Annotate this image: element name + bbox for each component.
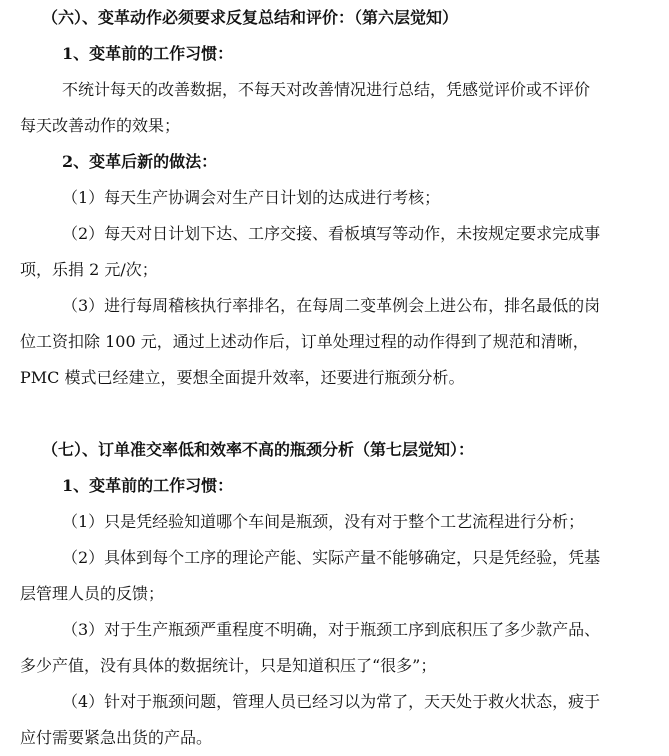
section-six-item2-line1: （2）每天对日计划下达、工序交接、看板填写等动作，未按规定要求完成事	[62, 224, 601, 243]
section-six-item3-line1: （3）进行每周稽核执行率排名，在每周二变革例会上进公布，排名最低的岗	[62, 296, 601, 315]
section-six-before-text-line1: 不统计每天的改善数据，不每天对改善情况进行总结，凭感觉评价或不评价	[62, 80, 591, 99]
section-six-item2-line2: 项，乐捐 2 元/次；	[20, 260, 158, 279]
section-six-item3-line3: PMC 模式已经建立，要想全面提升效率，还要进行瓶颈分析。	[20, 368, 465, 387]
section-six	[20, 0, 661, 396]
section-seven-item3-line2: 多少产值，没有具体的数据统计，只是知道积压了“很多”；	[20, 656, 437, 675]
section-six-item1: （1）每天生产协调会对生产日计划的达成进行考核；	[62, 188, 441, 207]
section-seven-item4-line2: 应付需要紧急出货的产品。	[20, 728, 213, 747]
section-spacer	[20, 396, 661, 432]
section-six-after-title: 2、变革后新的做法：	[62, 152, 218, 171]
section-six-title: （六）、变革动作必须要求反复总结和评价：（第六层觉知）	[42, 8, 459, 27]
section-six-item3-line2: 位工资扣除 100 元，通过上述动作后，订单处理过程的动作得到了规范和清晰，	[20, 332, 589, 351]
section-seven-item2-line2: 层管理人员的反馈；	[20, 584, 165, 603]
section-seven-item3-line1: （3）对于生产瓶颈严重程度不明确，对于瓶颈工序到底积压了多少款产品、	[62, 620, 601, 639]
section-seven-item4-line1: （4）针对于瓶颈问题，管理人员已经习以为常了，天天处于救火状态，疲于	[62, 692, 601, 711]
section-seven	[20, 432, 661, 756]
section-six-before-title: 1、变革前的工作习惯：	[62, 44, 234, 63]
section-seven-before-title: 1、变革前的工作习惯：	[62, 476, 234, 495]
section-seven-item2-line1: （2）具体到每个工序的理论产能、实际产量不能够确定，只是凭经验，凭基	[62, 548, 601, 567]
section-seven-item1: （1）只是凭经验知道哪个车间是瓶颈，没有对于整个工艺流程进行分析；	[62, 512, 585, 531]
section-six-before-text-line2: 每天改善动作的效果；	[20, 116, 181, 135]
section-seven-title: （七）、订单准交率低和效率不高的瓶颈分析（第七层觉知）：	[42, 440, 475, 459]
